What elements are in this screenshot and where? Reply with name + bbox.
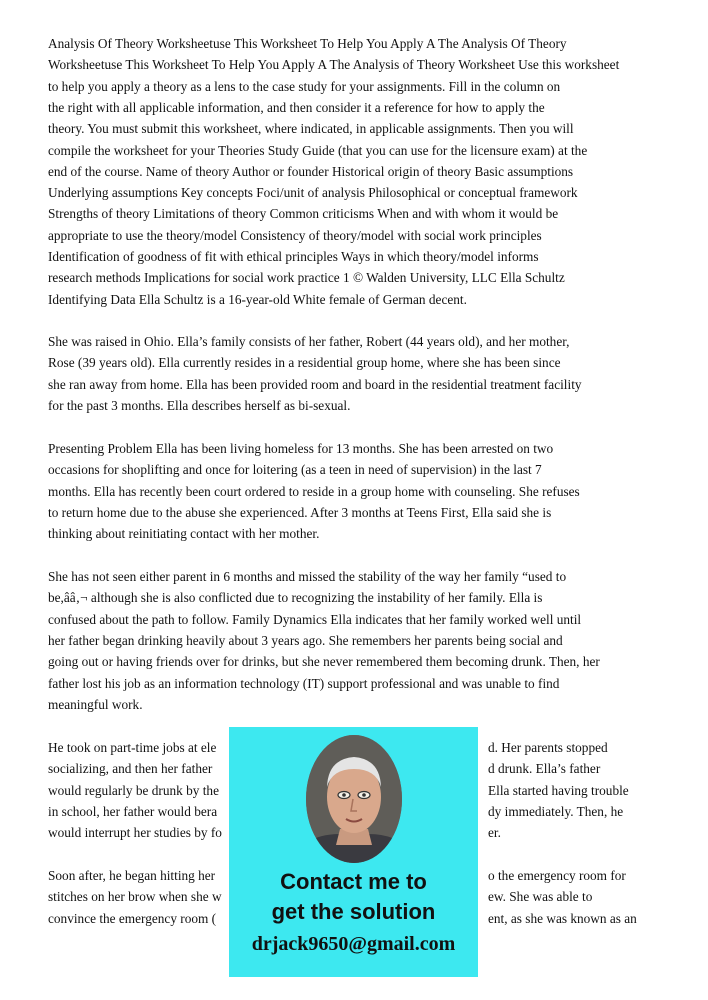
text-line: Strengths of theory Limitations of theory Common criticisms When and with whom it would be	[48, 206, 559, 222]
text-line: her father began drinking heavily about 3 years ago. She remembers her parents being social and	[48, 632, 563, 648]
text-line: she ran away from home. Ella has been provided room and board in the residential treatment facility	[48, 376, 582, 392]
text-line: stitches on her brow when she w	[48, 889, 222, 905]
contact-email-link[interactable]: drjack9650@gmail.com	[251, 933, 456, 955]
contact-portrait-photo	[306, 735, 402, 863]
text-line: Worksheetuse This Worksheet To Help You Apply A The Analysis of Theory Worksheet Use this worksheet	[48, 57, 620, 73]
text-line: to help you apply a theory as a lens to the case study for your assignments. Fill in the column on	[48, 78, 561, 94]
text-line: research methods Implications for social work practice 1 © Walden University, LLC Ella Schultz	[48, 270, 565, 286]
text-line: Identifying Data Ella Schultz is a 16-year-old White female of German decent.	[48, 291, 467, 307]
text-line: convince the emergency room (	[48, 910, 217, 926]
text-line: be,ââ‚¬ although she is also conflicted due to recognizing the instability of her family. Ella is	[48, 590, 543, 606]
text-line: ew. She was able to	[488, 889, 593, 905]
text-line: He took on part-time jobs at ele	[48, 740, 217, 755]
text-line: dy immediately. Then, he	[488, 803, 624, 819]
text-line: appropriate to use the theory/model Consistency of theory/model with social work principles	[48, 227, 542, 243]
text-line: d. Her parents stopped	[488, 740, 608, 755]
text-line: Rose (39 years old). Ella currently resides in a residential group home, where she has been since	[48, 355, 561, 371]
contact-cta-line-1: Contact me to	[280, 869, 427, 894]
text-line: Presenting Problem Ella has been living homeless for 13 months. She has been arrested on two	[48, 441, 554, 456]
text-line: Underlying assumptions Key concepts Foci/unit of analysis Philosophical or conceptual framework	[48, 185, 578, 201]
text-line: to return home due to the abuse she experienced. After 3 months at Teens First, Ella said she is	[48, 504, 552, 520]
text-line: compile the worksheet for your Theories Study Guide (that you can use for the licensure exam) at the	[48, 142, 588, 158]
text-line: Soon after, he began hitting her	[48, 868, 216, 883]
text-line: the right with all applicable information, and then consider it a reference for how to apply the	[48, 99, 545, 115]
text-line: d drunk. Ella’s father	[488, 761, 601, 777]
text-line: er.	[488, 825, 501, 841]
text-line: for the past 3 months. Ella describes herself as bi-sexual.	[48, 397, 351, 413]
text-line: would regularly be drunk by the	[48, 782, 219, 798]
text-line: father lost his job as an information technology (IT) support professional and was unable to find	[48, 675, 560, 691]
text-line: months. Ella has recently been court ordered to reside in a group home with counseling. She refuses	[48, 483, 580, 499]
contact-cta-line-2: get the solution	[271, 899, 436, 924]
text-line: meaningful work.	[48, 696, 143, 712]
text-line: going out or having friends over for drinks, but she never remembered them becoming drunk. Then, her	[48, 654, 600, 670]
text-line: end of the course. Name of theory Author or founder Historical origin of theory Basic assumptions	[48, 163, 574, 179]
text-line: would interrupt her studies by fo	[48, 825, 222, 841]
text-line: socializing, and then her father	[48, 761, 213, 777]
text-line: She has not seen either parent in 6 months and missed the stability of the way her family “used to	[48, 569, 567, 584]
text-line: occasions for shoplifting and once for loitering (as a teen in need of supervision) in the last 7	[48, 462, 542, 478]
text-line: Analysis Of Theory Worksheetuse This Worksheet To Help You Apply A The Analysis Of Theory	[48, 36, 567, 51]
text-line: Ella started having trouble	[488, 782, 629, 798]
text-line: She was raised in Ohio. Ella’s family consists of her father, Robert (44 years old), and her mother,	[48, 334, 570, 349]
text-line: o the emergency room for	[488, 868, 626, 883]
text-line: theory. You must submit this worksheet, where indicated, in applicable assignments. Then you will	[48, 121, 574, 137]
contact-ad-banner[interactable]	[229, 727, 478, 977]
text-line: confused about the path to follow. Family Dynamics Ella indicates that her family worked well until	[48, 611, 582, 627]
text-line: in school, her father would bera	[48, 803, 218, 819]
text-line: ent, as she was known as an	[488, 910, 637, 926]
text-line: thinking about reinitiating contact with her mother.	[48, 526, 320, 542]
text-line: Identification of goodness of fit with ethical principles Ways in which theory/model informs	[48, 249, 539, 264]
portrait-illustration	[306, 735, 402, 863]
